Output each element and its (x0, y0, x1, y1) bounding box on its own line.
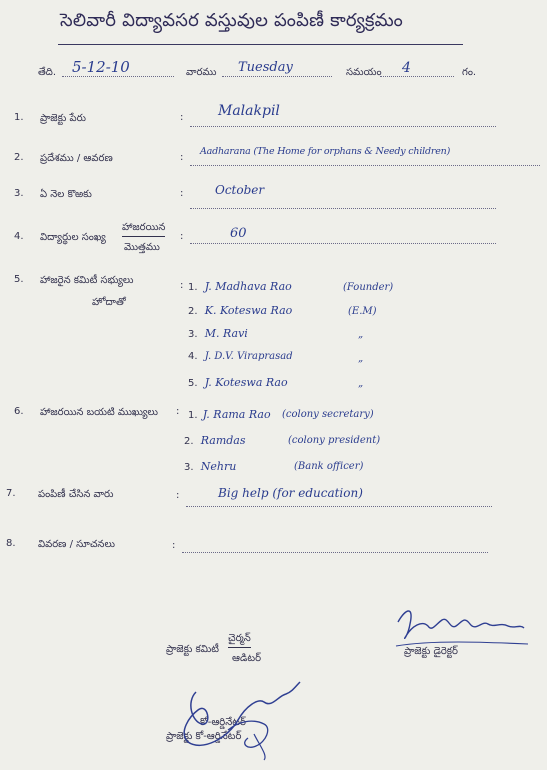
day-line (222, 76, 332, 77)
row-4-line (190, 243, 496, 244)
row-8-line (182, 552, 488, 553)
row-8-colon: : (172, 540, 176, 551)
day-label: వారము (186, 67, 217, 78)
guest-member: 2. Ramdas (colony president) (184, 434, 381, 447)
row-3-label: ఏ నెల కొఱకు (40, 189, 92, 200)
row-2-value: Aadharana (The Home for orphans & Needy children) (200, 146, 451, 157)
row-4-value: 60 (230, 226, 247, 241)
row-7-value: Big help (for education) (218, 486, 363, 500)
time-line (380, 76, 454, 77)
date-value: 5-12-10 (72, 58, 130, 76)
time-value: 4 (402, 60, 411, 76)
guest-member: 3. Nehru (Bank officer) (184, 460, 364, 473)
date-label: తేది. (38, 67, 57, 78)
title-underline (58, 44, 463, 45)
committee-member: 4. J. D.V. Viraprasad „ (188, 351, 364, 364)
row-6-colon: : (176, 406, 180, 417)
row-2-line (190, 165, 540, 166)
row-4-number: 4. (14, 231, 24, 242)
committee-label: ప్రాజెక్టు కమిటీ (166, 644, 219, 655)
row-7-label: పంపిణీ చేసిన వారు (38, 489, 114, 500)
row-3-colon: : (180, 188, 184, 199)
row-4-colon: : (180, 231, 184, 242)
secretary-label: ఆడిటర్ (232, 653, 262, 664)
row-8-number: 8. (6, 538, 16, 549)
row-5-label: హాజరైన కమిటీ సభ్యులు (40, 275, 134, 286)
director-label: ప్రాజెక్టు డైరెక్టర్ (404, 646, 458, 657)
row-7-line (186, 506, 492, 507)
row-3-value: October (215, 183, 265, 197)
committee-member: 5. J. Koteswa Rao „ (188, 376, 364, 389)
day-value: Tuesday (238, 60, 293, 75)
row-4-label: విద్యార్థుల సంఖ్య (40, 232, 106, 243)
coordinator-label: కో-ఆర్డినేటర్ (200, 717, 246, 728)
row-4-label-top: హాజరయిన (122, 221, 165, 237)
committee-member: 1. J. Madhava Rao (Founder) (188, 280, 394, 293)
row-2-label: ప్రదేశము / ఆవరణ (40, 153, 113, 164)
date-line (62, 76, 174, 77)
row-2-number: 2. (14, 152, 24, 163)
row-7-colon: : (176, 490, 180, 501)
committee-member: 3. M. Ravi „ (188, 327, 364, 340)
row-3-number: 3. (14, 188, 24, 199)
row-1-colon: : (180, 112, 184, 123)
row-4-label-bottom: మొత్తము (124, 242, 160, 253)
row-8-label: వివరణ / సూచనలు (38, 539, 116, 550)
row-1-value: Malakpil (218, 103, 280, 119)
row-1-number: 1. (14, 112, 24, 123)
row-3-line (190, 208, 496, 209)
chairman-label: చైర్మన్ (228, 632, 251, 648)
row-2-colon: : (180, 152, 184, 163)
guest-member: 1. J. Rama Rao (colony secretary) (188, 408, 374, 421)
row-7-number: 7. (6, 488, 16, 499)
time-label: సమయం (346, 67, 382, 78)
row-5-number: 5. (14, 274, 24, 285)
coordinator-signature (168, 672, 318, 766)
row-5-colon: : (180, 280, 184, 291)
row-5-label2: హోదాతో (92, 297, 126, 308)
time-unit: గం. (462, 67, 477, 78)
director-signature (392, 602, 532, 654)
row-1-label: ప్రాజెక్టు పేరు (40, 113, 86, 124)
committee-member: 2. K. Koteswa Rao (E.M) (188, 304, 377, 317)
row-6-number: 6. (14, 406, 24, 417)
form-title: సెలివారీ విద్యావసర వస్తువుల పంపిణీ కార్యక్రమం (60, 10, 403, 31)
row-6-label: హాజరయిన బయటి ముఖ్యులు (40, 407, 158, 418)
coordinator-label-2: ప్రాజెక్టు కో-ఆర్డినేటర్ (166, 731, 242, 742)
row-1-line (190, 126, 496, 127)
